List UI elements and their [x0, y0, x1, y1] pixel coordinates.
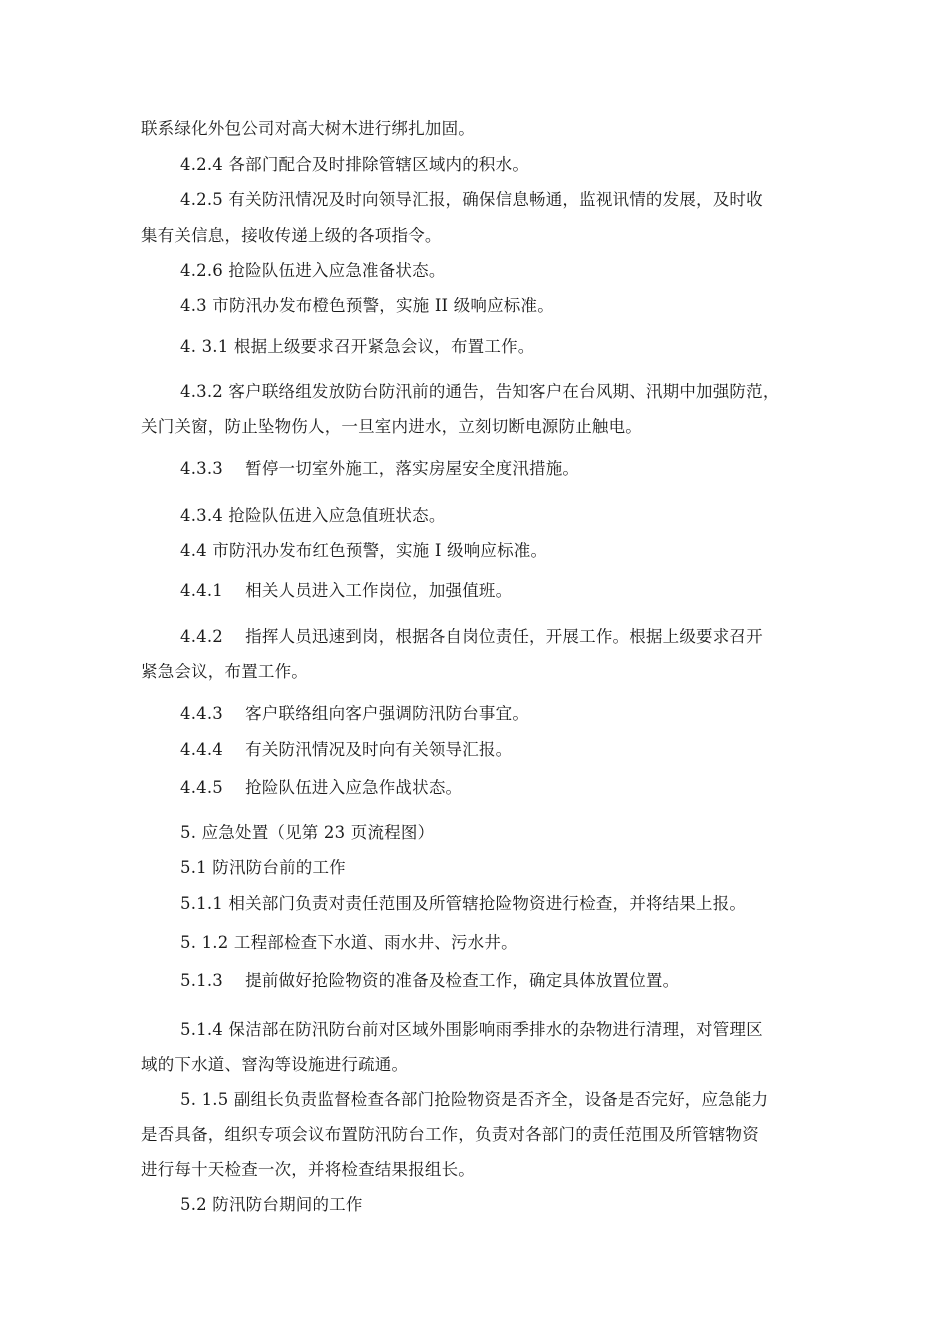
text-line: 4.4.5 抢险队伍进入应急作战状态。: [180, 778, 463, 797]
text-line: 4.2.6 抢险队伍进入应急准备状态。: [180, 261, 446, 280]
text-line: 5. 应急处置（见第 23 页流程图）: [180, 823, 435, 842]
text-line: 5. 1.2 工程部检查下水道、雨水井、污水井。: [180, 933, 518, 952]
text-line: 5.1.3 提前做好抢险物资的准备及检查工作，确定具体放置位置。: [180, 971, 680, 990]
text-line: 联系绿化外包公司对高大树木进行绑扎加固。: [141, 119, 475, 138]
text-line: 关门关窗，防止坠物伤人，一旦室内进水，立刻切断电源防止触电。: [141, 417, 642, 436]
text-line: 5.2 防汛防台期间的工作: [180, 1195, 363, 1214]
text-line: 4.3.4 抢险队伍进入应急值班状态。: [180, 506, 446, 525]
text-line: 5.1 防汛防台前的工作: [180, 858, 346, 877]
text-line: 4.4 市防汛办发布红色预警，实施 I 级响应标准。: [180, 541, 548, 560]
text-line: 4.4.1 相关人员进入工作岗位，加强值班。: [180, 581, 513, 600]
text-line: 4. 3.1 根据上级要求召开紧急会议，布置工作。: [180, 337, 535, 356]
text-line: 4.3.3 暂停一切室外施工，落实房屋安全度汛措施。: [180, 459, 580, 478]
text-line: 4.4.3 客户联络组向客户强调防汛防台事宜。: [180, 704, 530, 723]
text-line: 紧急会议，布置工作。: [141, 662, 308, 681]
text-line: 5. 1.5 副组长负责监督检查各部门抢险物资是否齐全，设备是否完好，应急能力: [180, 1090, 769, 1109]
text-line: 4.2.4 各部门配合及时排除管辖区域内的积水。: [180, 155, 530, 174]
text-line: 4.3.2 客户联络组发放防台防汛前的通告，告知客户在台风期、汛期中加强防范，: [180, 382, 780, 401]
text-line: 4.2.5 有关防汛情况及时向领导汇报，确保信息畅通，监视讯情的发展，及时收: [180, 190, 763, 209]
text-line: 5.1.4 保洁部在防汛防台前对区域外围影响雨季排水的杂物进行清理，对管理区: [180, 1020, 763, 1039]
text-line: 4.4.4 有关防汛情况及时向有关领导汇报。: [180, 740, 513, 759]
text-line: 域的下水道、窨沟等设施进行疏通。: [141, 1055, 409, 1074]
text-line: 进行每十天检查一次，并将检查结果报组长。: [141, 1160, 475, 1179]
text-line: 5.1.1 相关部门负责对责任范围及所管辖抢险物资进行检查，并将结果上报。: [180, 894, 747, 913]
text-line: 是否具备，组织专项会议布置防汛防台工作，负责对各部门的责任范围及所管辖物资: [141, 1125, 759, 1144]
text-line: 4.4.2 指挥人员迅速到岗，根据各自岗位责任，开展工作。根据上级要求召开: [180, 627, 763, 646]
text-line: 4.3 市防汛办发布橙色预警，实施 II 级响应标准。: [180, 296, 554, 315]
text-line: 集有关信息，接收传递上级的各项指令。: [141, 226, 442, 245]
